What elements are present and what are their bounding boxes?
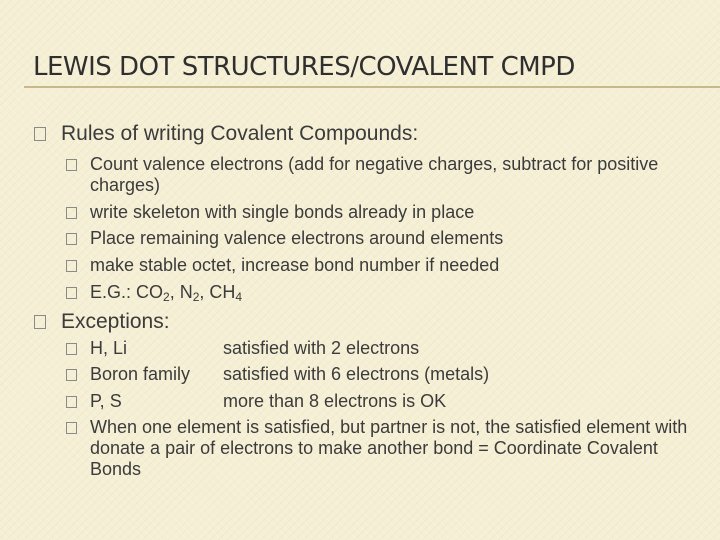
rule-text: Count valence electrons (add for negative charges, subtract for positive charges) <box>90 154 659 195</box>
example-text: E.G.: $CO_2$, $N_2$, $CH_4$ <box>90 282 243 304</box>
bullet-box-icon <box>66 396 77 408</box>
exception-label: Boron family <box>90 364 191 384</box>
bullet-box-icon <box>66 233 77 245</box>
exception-detail: more than 8 electrons is OK <box>223 391 447 411</box>
exception-detail: satisfied with 2 electrons <box>223 338 420 358</box>
bullet-box-icon <box>34 127 46 141</box>
bullet-box-icon <box>34 315 46 329</box>
rules-heading: Rules of writing Covalent Compounds: <box>61 122 419 145</box>
bullet-box-icon <box>66 159 77 171</box>
exception-note: When one element is satisfied, but partner is not, the satisfied element with donate a pair of electrons to make another bond = Coordinate Covalent Bonds <box>90 417 688 479</box>
rule-text: make stable octet, increase bond number if needed <box>90 255 500 275</box>
bullet-box-icon <box>66 422 77 434</box>
rule-text: write skeleton with single bonds already in place <box>90 202 475 222</box>
exception-label: H, Li <box>90 338 128 358</box>
bullet-box-icon <box>66 369 77 381</box>
exceptions-heading: Exceptions: <box>61 310 170 333</box>
bullet-box-icon <box>66 343 77 355</box>
bullet-box-icon <box>66 260 77 272</box>
title-underline <box>24 86 720 88</box>
rule-text: Place remaining valence electrons around elements <box>90 228 504 248</box>
exception-detail: satisfied with 6 electrons (metals) <box>223 364 490 384</box>
bullet-box-icon <box>66 207 77 219</box>
bullet-box-icon <box>66 287 77 299</box>
exception-label: P, S <box>90 391 122 411</box>
slide-title: LEWIS DOT STRUCTURES/COVALENT CMPD <box>33 52 575 82</box>
